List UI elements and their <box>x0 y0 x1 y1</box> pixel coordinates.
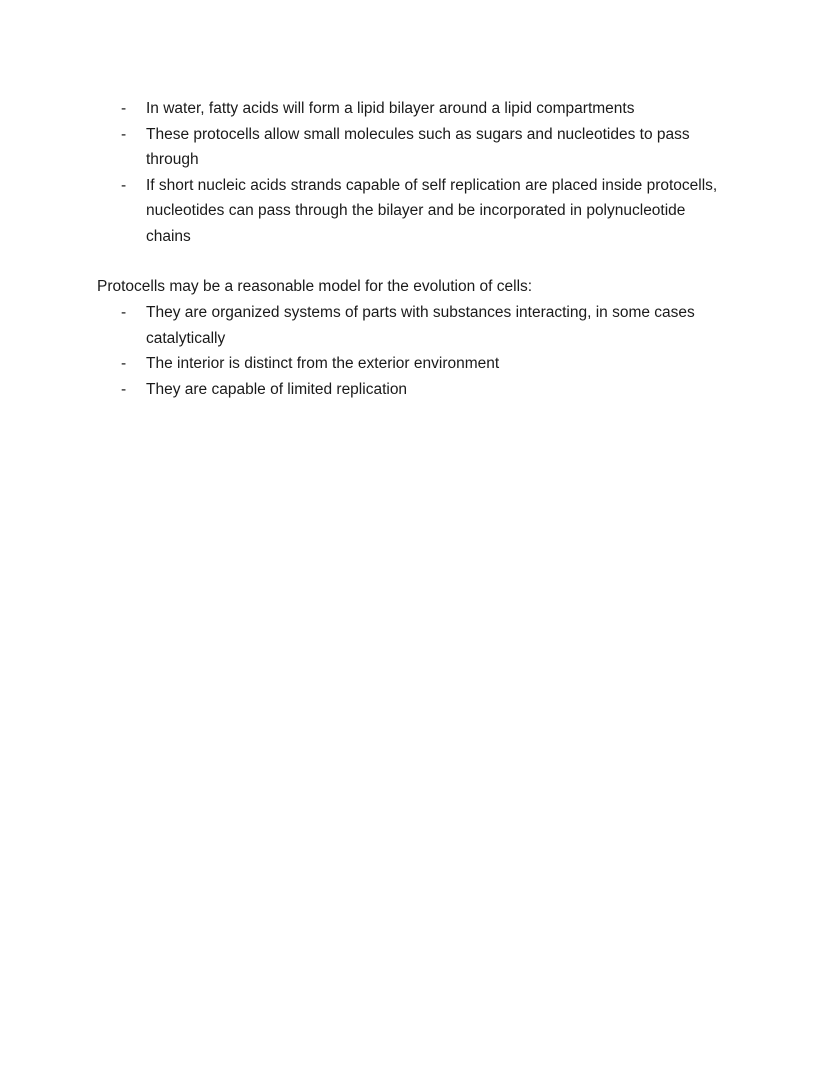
list-item-text: They are organized systems of parts with substances interacting, in some cases catalytically <box>146 304 695 347</box>
list-item <box>0 173 726 250</box>
list-item <box>0 351 726 377</box>
list-item-text: They are capable of limited replication <box>146 380 408 398</box>
bullet-dash: - <box>121 355 127 372</box>
bullet-dash: - <box>121 176 127 194</box>
list-item <box>0 122 726 173</box>
list-item-text: These protocells allow small molecules such as sugars and nucleotides to pass through <box>146 125 690 168</box>
list-item-text: In water, fatty acids will form a lipid bilayer around a lipid compartments <box>146 100 635 117</box>
model-paragraph: Protocells may be a reasonable model for the evolution of cells: <box>97 278 533 295</box>
list-item-text: The interior is distinct from the exterior environment <box>146 355 500 372</box>
protocell-model-list <box>0 300 726 402</box>
protocell-formation-list <box>0 96 726 249</box>
bullet-dash: - <box>121 100 127 117</box>
bullet-dash: - <box>121 125 127 143</box>
list-item <box>0 377 726 403</box>
bullet-dash: - <box>121 304 127 321</box>
list-item-text: If short nucleic acids strands capable of self replication are placed inside protocells, nucleotides can pass through the bilayer and be incorporated in polynucleotide chains <box>146 176 718 245</box>
list-item <box>0 300 726 351</box>
list-item <box>0 96 726 122</box>
bullet-dash: - <box>121 380 127 398</box>
